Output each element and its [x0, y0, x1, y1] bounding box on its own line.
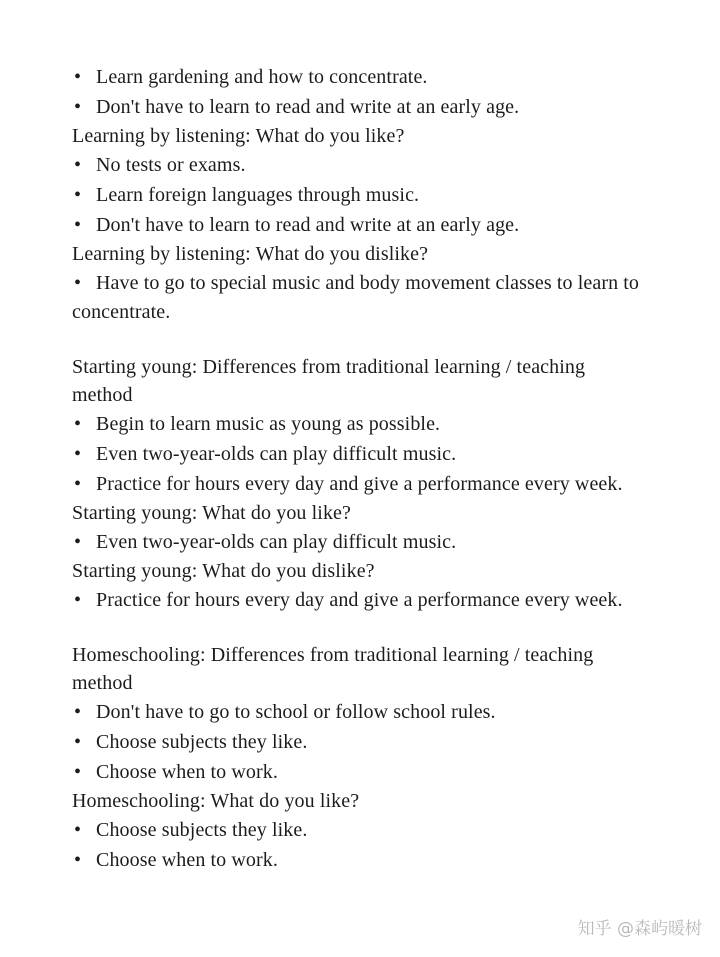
bullet-item [72, 93, 672, 122]
bullet-text: Begin to learn music as young as possible. [96, 413, 441, 435]
bullet-item [72, 586, 672, 615]
bullet-icon: • [74, 96, 82, 118]
bullet-text: Practice for hours every day and give a performance every week. [96, 589, 623, 611]
bullet-item [72, 758, 672, 787]
bullet-item [72, 846, 672, 875]
section-1 [72, 63, 672, 327]
bullet-icon: • [74, 589, 82, 611]
bullet-icon: • [74, 761, 82, 783]
bullet-icon: • [74, 272, 82, 294]
section-2 [72, 353, 672, 615]
bullet-item [72, 698, 672, 727]
bullet-item [72, 728, 672, 757]
section-heading: Starting young: Differences from traditional learning / teaching method [72, 356, 586, 406]
bullet-text: Choose when to work. [96, 761, 278, 783]
bullet-icon: • [74, 819, 82, 841]
bullet-icon: • [74, 531, 82, 553]
section-heading: Homeschooling: Differences from traditional learning / teaching method [72, 644, 594, 694]
bullet-icon: • [74, 849, 82, 871]
section-heading: Starting young: What do you like? [72, 502, 352, 524]
bullet-text: Choose subjects they like. [96, 819, 308, 841]
bullet-text: Even two-year-olds can play difficult music. [96, 443, 457, 465]
bullet-text: No tests or exams. [96, 154, 246, 176]
bullet-icon: • [74, 731, 82, 753]
bullet-text: Learn gardening and how to concentrate. [96, 66, 428, 88]
section-heading: Starting young: What do you dislike? [72, 560, 375, 582]
bullet-icon: • [74, 701, 82, 723]
section-gap [72, 615, 672, 641]
bullet-icon: • [74, 154, 82, 176]
bullet-item [72, 410, 672, 439]
bullet-item [72, 269, 672, 327]
section-gap [72, 327, 672, 353]
bullet-item [72, 211, 672, 240]
bullet-text: Even two-year-olds can play difficult music. [96, 531, 457, 553]
bullet-text: Don't have to go to school or follow school rules. [96, 701, 496, 723]
section-heading: Learning by listening: What do you like? [72, 125, 405, 147]
bullet-text: Practice for hours every day and give a performance every week. [96, 473, 623, 495]
bullet-icon: • [74, 473, 82, 495]
bullet-item [72, 151, 672, 180]
section-3 [72, 641, 672, 875]
bullet-text: Have to go to special music and body movement classes to learn to concentrate. [72, 272, 640, 323]
section-heading: Learning by listening: What do you dislike? [72, 243, 429, 265]
bullet-item [72, 440, 672, 469]
bullet-item [72, 816, 672, 845]
bullet-text: Don't have to learn to read and write at an early age. [96, 214, 520, 236]
bullet-item [72, 470, 672, 499]
bullet-text: Choose when to work. [96, 849, 278, 871]
section-heading: Homeschooling: What do you like? [72, 790, 360, 812]
bullet-text: Learn foreign languages through music. [96, 184, 420, 206]
bullet-text: Don't have to learn to read and write at an early age. [96, 96, 520, 118]
document-body [72, 62, 672, 875]
bullet-icon: • [74, 214, 82, 236]
bullet-icon: • [74, 443, 82, 465]
bullet-icon: • [74, 184, 82, 206]
watermark: 知乎 @森屿暖树 [577, 919, 702, 939]
bullet-icon: • [74, 413, 82, 435]
bullet-text: Choose subjects they like. [96, 731, 308, 753]
bullet-icon: • [74, 66, 82, 88]
bullet-item [72, 63, 672, 92]
bullet-item [72, 181, 672, 210]
bullet-item [72, 528, 672, 557]
